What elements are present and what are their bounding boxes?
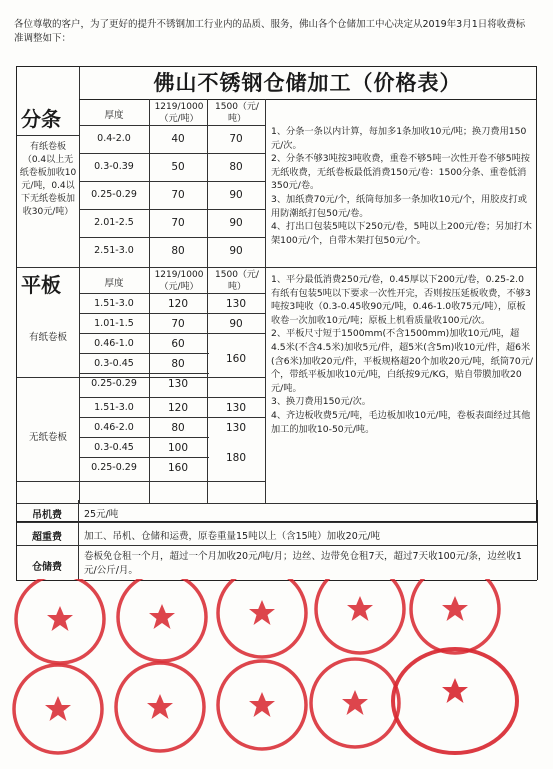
crane-fee-text: 25元/吨 [84, 509, 119, 520]
table-cell: 0.46-1.0 [94, 338, 134, 349]
sheeting-group2-label: 无纸卷板 [28, 432, 67, 443]
table-cell: 120 [167, 298, 189, 310]
storage-fee-text: 卷板免仓租一个月，超过一个月加收20元/吨/月；边丝、边带免仓租7天，超过7天收100元/条，边丝收1元/公斤/月。 [84, 551, 522, 576]
table-cell: 2.51-3.0 [94, 245, 134, 256]
table-cell: 80 [171, 245, 185, 257]
table-cell: 130 [225, 298, 247, 310]
table-cell: 0.46-2.0 [94, 422, 134, 433]
company-seals [0, 579, 553, 769]
table-cell: 90 [229, 245, 243, 257]
company-seal [311, 659, 399, 747]
table-cell: 1.51-3.0 [94, 298, 134, 309]
table-cell: 0.4-2.0 [97, 133, 131, 144]
sheeting-col-1500: 1500（元/吨） [215, 270, 259, 292]
table-cell: 120 [167, 402, 189, 414]
table-cell: 80 [171, 358, 185, 370]
table-cell: 0.3-0.39 [94, 161, 134, 172]
note-line: 2、平板尺寸短于1500mm(不含1500mm)加收10元/吨，超4.5米(不含4.5米)加收5元/件，超5米(含5m)收10元/件，超6米(含6米)加收20元/件，平板规格超20个加收20元/吨，纸筒70元/个，带纸平板加收10元/吨，白纸按9元/KG，贴自带膜加收20元/吨。 [271, 328, 533, 394]
storage-fee-label: 仓储费 [32, 562, 62, 573]
table-cell: 130 [167, 378, 189, 390]
note-line: 3、加纸费70元/个，纸筒每加多一条加收10元/个，用胶皮打或用防潮纸打包50元/卷。 [271, 193, 527, 219]
slitting-col-1219: 1219/1000（元/吨） [154, 102, 204, 124]
table-cell: 70 [171, 217, 185, 229]
table-cell: 1.51-3.0 [94, 402, 134, 413]
table-cell: 70 [171, 189, 185, 201]
slitting-col-thickness: 厚度 [104, 110, 124, 121]
slitting-notes [271, 125, 533, 247]
table-cell: 0.25-0.29 [91, 189, 137, 200]
table-cell: 70 [229, 133, 243, 145]
table-cell: 160 [225, 353, 247, 365]
table-cell: 80 [171, 422, 185, 434]
table-cell: 0.25-0.29 [91, 462, 137, 473]
sheeting-group1-label: 有纸卷板 [28, 332, 67, 343]
company-seal [411, 579, 499, 653]
table-cell: 180 [225, 452, 247, 464]
table-cell: 90 [229, 318, 243, 330]
note-line: 4、打出口包装5吨以下250元/卷，5吨以上200元/卷；另加打木架100元/个，自带木架打包50元/个。 [271, 221, 532, 246]
table-cell: 0.3-0.45 [94, 358, 134, 369]
slitting-col-1500: 1500（元/吨） [215, 102, 259, 124]
table-cell: 130 [225, 422, 247, 434]
table-cell: 90 [229, 217, 243, 229]
note-line: 1、平分最低消费250元/卷，0.45厚以下200元/卷，0.25-2.0有纸有包装5吨以下要求一次性开完，否则按压延板收费，不够3吨按3吨收（0.3-0.45收90元/吨，0.46-1.0收75元/吨），原板收卷一次加收10元/吨；原板上机看质量收100元/次。 [271, 274, 531, 326]
table-cell: 70 [171, 318, 185, 330]
intro-text: 各位尊敬的客户，为了更好的提升不锈钢加工行业内的品质、服务，佛山各个仓储加工中心决定从2019年3月1日将收费标准调整如下： [14, 19, 526, 44]
sheeting-col-thickness: 厚度 [104, 278, 124, 289]
table-cell: 2.01-2.5 [94, 217, 134, 228]
table-cell: 60 [171, 338, 185, 350]
price-table-title: 佛山不锈钢仓储加工（价格表） [79, 67, 536, 100]
sheeting-section-label: 平板 [21, 273, 61, 297]
note-line: 4、齐边板收费5元/吨，毛边板加收10元/吨，卷板表面经过其他加工的加收10-50元/吨。 [271, 409, 531, 435]
company-seal [14, 665, 102, 753]
note-line: 1、分条一条以内计算，每加多1条加收10元/吨；换刀费用150元/次。 [271, 126, 527, 151]
overweight-fee-text: 加工、吊机、仓储和运费，原卷重量15吨以上（含15吨）加收20元/吨 [84, 531, 380, 542]
table-cell: 50 [171, 161, 185, 173]
table-cell: 160 [167, 462, 189, 474]
table-cell: 130 [225, 402, 247, 414]
table-cell: 80 [229, 161, 243, 173]
sheeting-notes [271, 273, 533, 436]
slitting-left-note: 有纸卷板（0.4以上无纸卷板加收10元/吨，0.4以下无纸卷板加收30元/吨） [19, 142, 77, 217]
price-table [16, 66, 537, 522]
company-seal [16, 579, 104, 663]
table-cell: 90 [229, 189, 243, 201]
overweight-fee-label: 超重费 [32, 532, 62, 543]
table-cell: 0.25-0.29 [91, 378, 137, 389]
company-seal [118, 579, 206, 661]
company-seal [218, 661, 306, 749]
table-cell: 1.01-1.5 [94, 318, 134, 329]
table-cell: 40 [171, 133, 185, 145]
note-line: 3、换刀费用150元/次。 [271, 396, 371, 408]
note-line: 2、分条不够3吨按3吨收费，重卷不够5吨一次性开卷不够5吨按无纸收费，无纸卷板最低消费150元/卷：1500分条、重卷低消350元/卷。 [271, 153, 530, 192]
company-seal [116, 663, 204, 751]
company-seal [316, 579, 404, 653]
company-seal [218, 579, 306, 657]
crane-fee-label: 吊机费 [32, 510, 62, 521]
table-cell: 100 [167, 442, 189, 454]
slitting-section-label: 分条 [21, 107, 61, 131]
sheeting-col-1219: 1219/1000（元/吨） [154, 270, 204, 292]
company-seal [393, 649, 517, 753]
table-cell: 0.3-0.45 [94, 442, 134, 453]
